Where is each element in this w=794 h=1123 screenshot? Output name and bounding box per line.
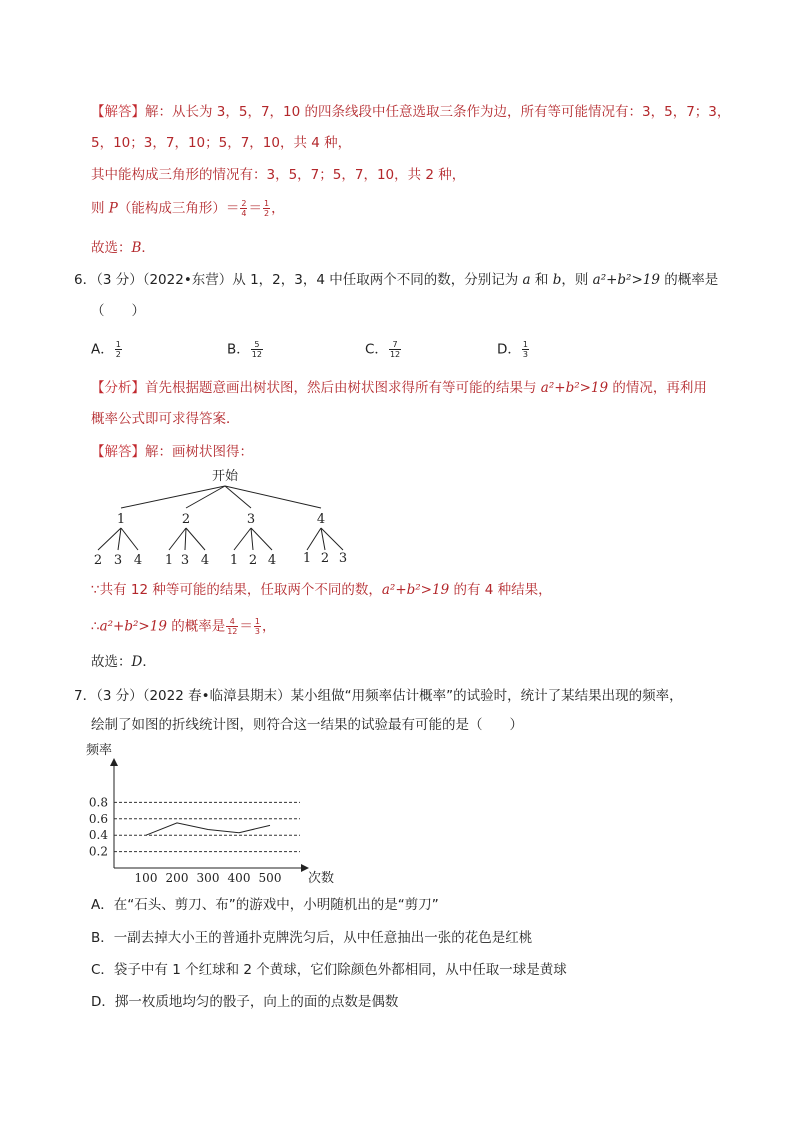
q6-answer-line: 【解答】解：画树状图得： <box>91 444 253 460</box>
q7-option-a[interactable]: A．在“石头、剪刀、布”的游戏中，小明随机出的是“剪刀” <box>91 897 439 913</box>
tree-leaf-line <box>185 528 186 550</box>
q6-choose-line: 故选：D． <box>91 654 156 670</box>
tree-diagram <box>80 462 380 574</box>
tree-leaf: 1 <box>229 553 239 568</box>
tree-branch-line <box>225 486 321 508</box>
tree-leaf: 1 <box>302 551 312 566</box>
frequency-line-chart <box>80 740 350 890</box>
x-tick-label: 400 <box>227 871 251 885</box>
tree-leaf: 4 <box>200 553 210 568</box>
tree-leaf-line <box>121 528 138 550</box>
x-tick-label: 300 <box>196 871 220 885</box>
q6-therefore-line: ∴a²+b²>19 的概率是 $\frac{4}{12}$ ＝ $\frac{1}{3}$ ， <box>91 617 276 636</box>
tree-leaf-line <box>234 528 251 550</box>
answer-tag: 【解答】 <box>91 104 145 120</box>
tree-leaf: 3 <box>180 553 190 568</box>
y-tick-label: 0.2 <box>88 844 108 859</box>
fraction: $\frac{1}{2}$ <box>263 199 270 218</box>
q5-answer-line2: 5，10；3，7，10；5，7，10，共 4 种， <box>91 135 352 151</box>
q7-option-c[interactable]: C．袋子中有 1 个红球和 2 个黄球，它们除颜色外都相同，从中任取一球是黄球 <box>91 962 567 978</box>
tree-leaf: 3 <box>338 551 348 566</box>
y-tick-label: 0.8 <box>88 795 108 810</box>
q7-stem-line1: 7．（3 分）（2022 春•临漳县期末）某小组做“用频率估计概率”的试验时，统计了某结果出现的频率， <box>74 688 683 704</box>
tree-leaf-line <box>251 528 253 550</box>
q5-choose-line: 故选：B． <box>91 240 155 256</box>
q6-since-line: ∵共有 12 种等可能的结果，任取两个不同的数，a²+b²>19 的有 4 种结果， <box>91 582 552 598</box>
tree-branch-line <box>121 486 225 508</box>
tree-leaf: 1 <box>164 553 174 568</box>
tree-branch-line <box>186 486 225 508</box>
x-axis-label: 次数 <box>308 871 335 886</box>
tree-node-1: 1 <box>116 512 126 527</box>
y-axis-label: 频率 <box>86 743 113 758</box>
x-tick-label: 200 <box>165 871 189 885</box>
tree-leaf-line <box>118 528 121 550</box>
fraction: $\frac{2}{4}$ <box>241 199 247 218</box>
y-tick-label: 0.6 <box>88 811 108 826</box>
x-tick-label: 500 <box>258 871 282 885</box>
tree-leaf-line <box>98 528 121 550</box>
q6-option-b[interactable]: B． $\frac{5}{12}$ <box>227 340 262 359</box>
q6-option-a[interactable]: A． $\frac{1}{2}$ <box>91 340 121 359</box>
y-tick-label: 0.4 <box>88 828 108 843</box>
series-line <box>146 823 270 835</box>
tree-root: 开始 <box>211 469 239 484</box>
q5-probability-line: 则 P（能构成三角形）＝ $\frac{2}{4}$ ＝ $\frac{1}{2}$ ， <box>91 199 285 218</box>
q6-stem-line2: （ ） <box>91 303 145 319</box>
tree-leaf: 3 <box>113 553 123 568</box>
tree-leaf-line <box>169 528 186 550</box>
tree-leaf-line <box>186 528 205 550</box>
tree-leaf-line <box>251 528 272 550</box>
q6-analysis-line2: 概率公式即可求得答案． <box>91 411 240 427</box>
tree-leaf: 2 <box>248 553 258 568</box>
q5-answer-line3: 其中能构成三角形的情况有：3，5，7；5，7，10，共 2 种， <box>91 167 466 183</box>
q5-answer-line1: 【解答】解：从长为 3，5，7，10 的四条线段中任意选取三条作为边，所有等可能情况有：3，5，7；3， <box>91 104 731 120</box>
tree-leaf: 4 <box>267 553 277 568</box>
x-tick-label: 100 <box>134 871 158 885</box>
tree-node-2: 2 <box>181 512 191 527</box>
tree-node-4: 4 <box>316 512 326 527</box>
tree-leaf: 2 <box>93 553 103 568</box>
q7-option-b[interactable]: B．一副去掉大小王的普通扑克牌洗匀后，从中任意抽出一张的花色是红桃 <box>91 930 533 946</box>
tree-leaf-line <box>307 528 321 550</box>
q6-option-c[interactable]: C． $\frac{7}{12}$ <box>365 340 401 359</box>
q7-stem-line2: 绘制了如图的折线统计图，则符合这一结果的试验最有可能的是（ ） <box>91 717 523 733</box>
q6-stem-line1: 6．（3 分）（2022•东营）从 1，2，3，4 中任取两个不同的数，分别记为 a 和 b，则 a²+b²>19 的概率是 <box>74 272 719 288</box>
tree-node-3: 3 <box>246 512 256 527</box>
q6-option-d[interactable]: D． $\frac{1}{3}$ <box>497 340 528 359</box>
tree-leaf: 4 <box>133 553 143 568</box>
tree-leaf: 2 <box>320 551 330 566</box>
q6-analysis-line1: 【分析】首先根据题意画出树状图，然后由树状图求得所有等可能的结果与 a²+b²>19 的情况，再利用 <box>91 380 707 396</box>
q7-option-d[interactable]: D．掷一枚质地均匀的骰子，向上的面的点数是偶数 <box>91 994 399 1010</box>
